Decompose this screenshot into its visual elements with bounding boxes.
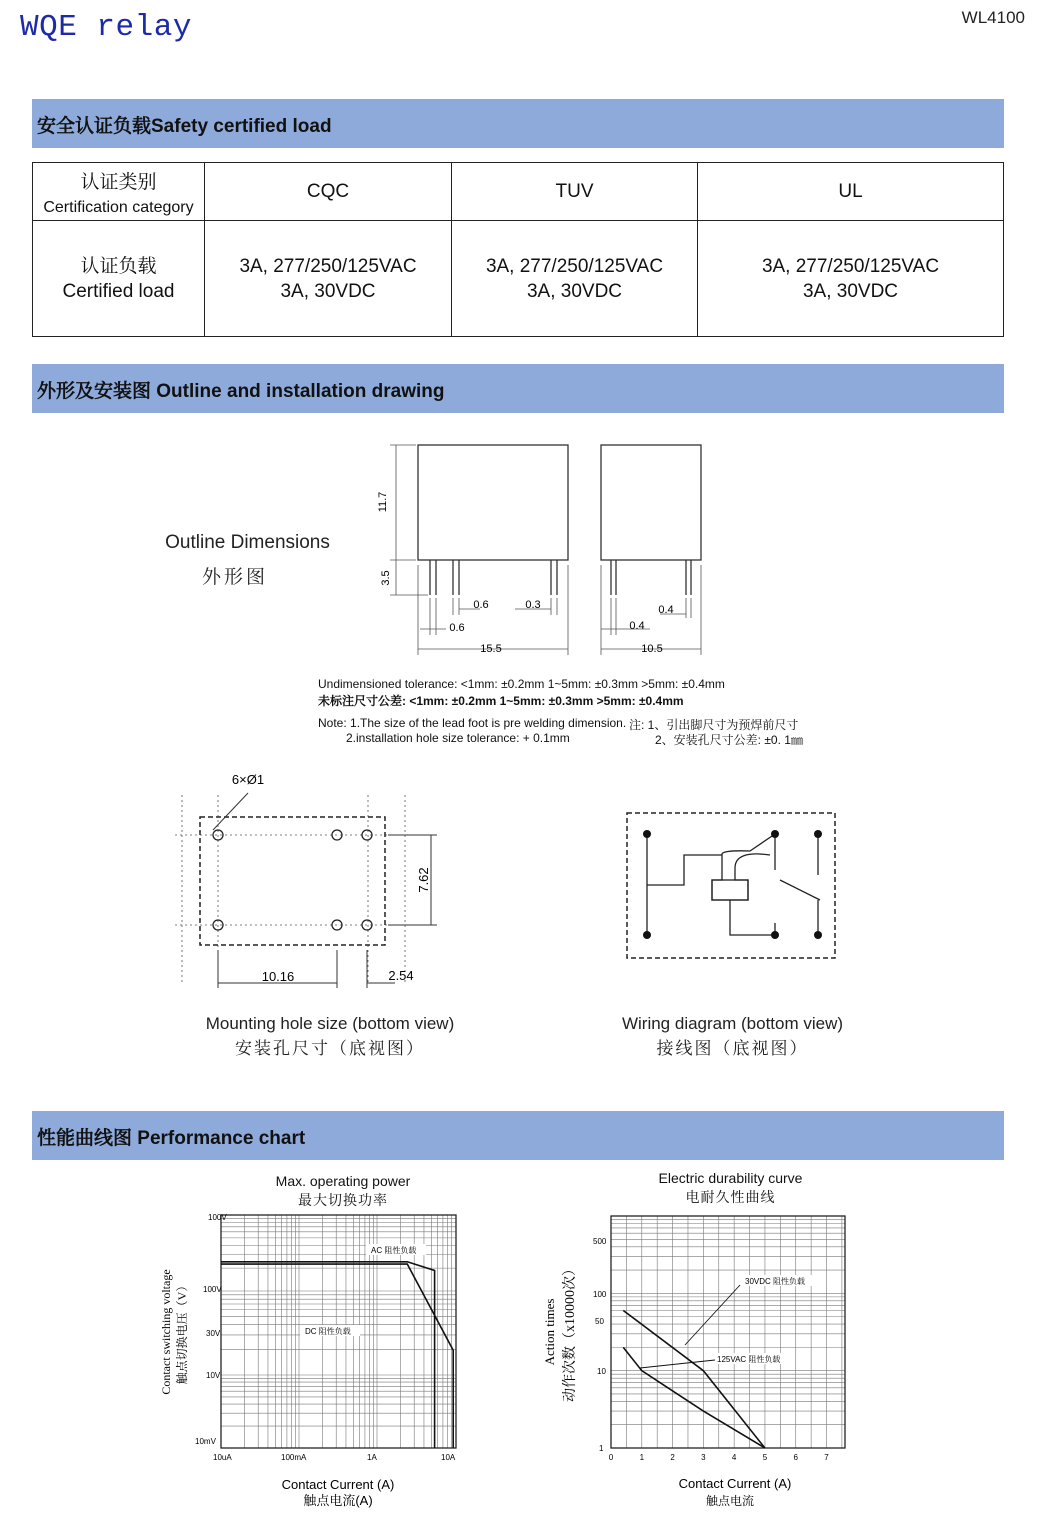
terminal <box>643 931 651 939</box>
x-tick: 0 <box>608 1453 614 1462</box>
outline-section-header <box>32 364 1004 413</box>
x-tick: 10uA <box>213 1453 232 1462</box>
load-dc: 3A, 30VDC <box>526 280 623 302</box>
note-cn-2: 2、安装孔尺寸公差: ±0. 1㎜ <box>655 733 803 747</box>
column-cqc: CQC <box>205 163 452 221</box>
load-ac: 3A, 277/250/125VAC <box>485 255 664 277</box>
relay-pins-side <box>611 560 691 595</box>
left-x-label-en: Contact Current (A) <box>281 1477 395 1492</box>
ac-durability-annotation: 125VAC 阻性负载 <box>717 1355 781 1364</box>
right-y-label-en: Action times <box>542 1298 557 1366</box>
category-cn: 认证类别 <box>80 171 157 193</box>
tolerance-en: Undimensioned tolerance: <1mm: ±0.2mm 1~5mm: ±0.3mm >5mm: ±0.4mm <box>318 677 725 691</box>
load-cell-ul <box>698 221 1004 337</box>
x-tick: 2 <box>670 1453 675 1462</box>
dim-row-spacing: 7.62 <box>416 867 431 893</box>
outline-label-cn: 外形图 <box>201 567 268 588</box>
safety-section-header <box>32 99 1004 148</box>
ac-annotation: AC 阻性负载 <box>371 1246 417 1255</box>
relay-pins-front <box>430 560 557 595</box>
dc-annotation: DC 阻性负载 <box>305 1327 351 1336</box>
outline-label-en: Outline Dimensions <box>165 532 330 553</box>
performance-section-header <box>32 1111 1004 1160</box>
x-tick: 7 <box>824 1453 829 1462</box>
y-tick: 1 <box>599 1444 604 1453</box>
brand-title: WQE relay <box>20 10 192 45</box>
load-ac: 3A, 277/250/125VAC <box>761 255 940 277</box>
dim-side-pin: 0.4 <box>658 604 674 616</box>
ac-load-curve <box>221 1262 435 1448</box>
right-chart-title-cn: 电耐久性曲线 <box>685 1189 776 1205</box>
load-dc: 3A, 30VDC <box>802 280 899 302</box>
y-tick: 100 <box>593 1290 607 1299</box>
y-tick: 30V <box>206 1329 221 1338</box>
dim-col-spacing: 10.16 <box>261 969 295 984</box>
left-chart-title-cn: 最大切换功率 <box>298 1192 388 1208</box>
dc-durability-annotation: 30VDC 阻性负载 <box>745 1277 806 1286</box>
holes-label: 6×Ø1 <box>231 772 265 787</box>
mounting-label-cn: 安装孔尺寸（底视图） <box>235 1039 425 1058</box>
electric-durability-chart <box>540 1205 860 1515</box>
outline-title: 外形及安装图 Outline and installation drawing <box>37 381 445 402</box>
dim-pin-width: 0.6 <box>473 599 489 611</box>
y-tick: 100V <box>203 1285 222 1294</box>
dim-pin-pitch: 2.54 <box>388 968 414 983</box>
wiring-diagram <box>620 805 845 965</box>
table-row <box>33 163 1004 221</box>
note-en-2: 2.installation hole size tolerance: + 0.1mm <box>346 731 570 745</box>
mounting-label-en: Mounting hole size (bottom view) <box>205 1014 455 1033</box>
right-chart-title-en: Electric durability curve <box>658 1170 803 1186</box>
safety-title: 安全认证负载Safety certified load <box>37 116 332 137</box>
note-cn-1: 注: 1、引出脚尺寸为预焊前尺寸 <box>629 718 799 732</box>
right-chart-frame <box>611 1216 845 1448</box>
wiring-label-en: Wiring diagram (bottom view) <box>621 1014 844 1033</box>
right-chart-grid <box>611 1216 845 1448</box>
x-tick: 100mA <box>281 1453 307 1462</box>
load-header-cell <box>33 221 205 337</box>
x-tick: 4 <box>731 1453 737 1462</box>
y-tick: 10V <box>206 1371 221 1380</box>
dim-width: 10.5 <box>641 643 663 655</box>
dim-height: 11.7 <box>377 491 389 513</box>
load-ac: 3A, 277/250/125VAC <box>239 255 417 277</box>
load-cn: 认证负载 <box>80 255 157 277</box>
table-row <box>33 221 1004 337</box>
y-tick: 50 <box>595 1317 604 1326</box>
mounting-hole-diagram <box>175 770 450 990</box>
dim-length: 15.5 <box>480 643 502 655</box>
dim-pin-offset: 0.6 <box>449 622 465 634</box>
left-x-label-cn: 触点电流(A) <box>303 1493 373 1508</box>
wiring-label-cn: 接线图（底视图） <box>656 1039 809 1058</box>
certification-table <box>32 162 1004 337</box>
category-en: Certification category <box>43 198 194 216</box>
relay-body-side <box>601 445 701 560</box>
relay-body-front <box>418 445 568 560</box>
terminal <box>643 830 651 838</box>
dim-pin-thickness: 0.3 <box>525 599 541 611</box>
right-y-label-cn: 动作次数（x10000次） <box>563 1262 578 1402</box>
load-cell-cqc <box>205 221 452 337</box>
x-tick: 1 <box>639 1453 645 1462</box>
dim-side-offset: 0.4 <box>629 620 645 632</box>
column-ul: UL <box>698 163 1004 221</box>
terminal <box>771 830 779 838</box>
terminal <box>814 931 822 939</box>
load-dc: 3A, 30VDC <box>280 280 376 302</box>
max-operating-power-chart <box>150 1205 480 1515</box>
terminal <box>814 830 822 838</box>
x-tick: 6 <box>793 1453 798 1462</box>
note-en-1: Note: 1.The size of the lead foot is pre welding dimension. <box>318 716 627 730</box>
left-y-label-en: Contact switching voltage <box>159 1269 173 1395</box>
x-tick: 10A <box>441 1453 456 1462</box>
performance-title: 性能曲线图 Performance chart <box>37 1128 306 1149</box>
left-chart-title-en: Max. operating power <box>275 1173 411 1189</box>
y-tick: 10mV <box>195 1437 216 1446</box>
tolerance-cn: 未标注尺寸公差: <1mm: ±0.2mm 1~5mm: ±0.3mm >5mm: ±0.4mm <box>318 694 684 708</box>
category-header-cell <box>33 163 205 221</box>
model-number: WL4100 <box>961 8 1025 27</box>
dim-pin-length: 3.5 <box>380 570 392 586</box>
terminal <box>771 931 779 939</box>
y-tick: 500 <box>593 1237 607 1246</box>
load-cell-tuv <box>452 221 698 337</box>
y-tick: 100V <box>208 1213 227 1222</box>
dc-load-curve <box>221 1264 453 1448</box>
right-x-label-en: Contact Current (A) <box>678 1476 792 1491</box>
mounting-outline <box>200 817 385 945</box>
right-x-label-cn: 触点电流 <box>705 1494 755 1508</box>
load-en: Certified load <box>62 280 175 302</box>
x-tick: 1A <box>367 1453 377 1462</box>
left-y-label-cn: 触点切换电压（V） <box>175 1279 189 1385</box>
dc-durability-curve <box>623 1311 765 1449</box>
outline-drawing <box>360 430 720 660</box>
y-tick: 10 <box>597 1367 606 1376</box>
column-tuv: TUV <box>452 163 698 221</box>
x-tick: 5 <box>762 1453 768 1462</box>
x-tick: 3 <box>701 1453 706 1462</box>
